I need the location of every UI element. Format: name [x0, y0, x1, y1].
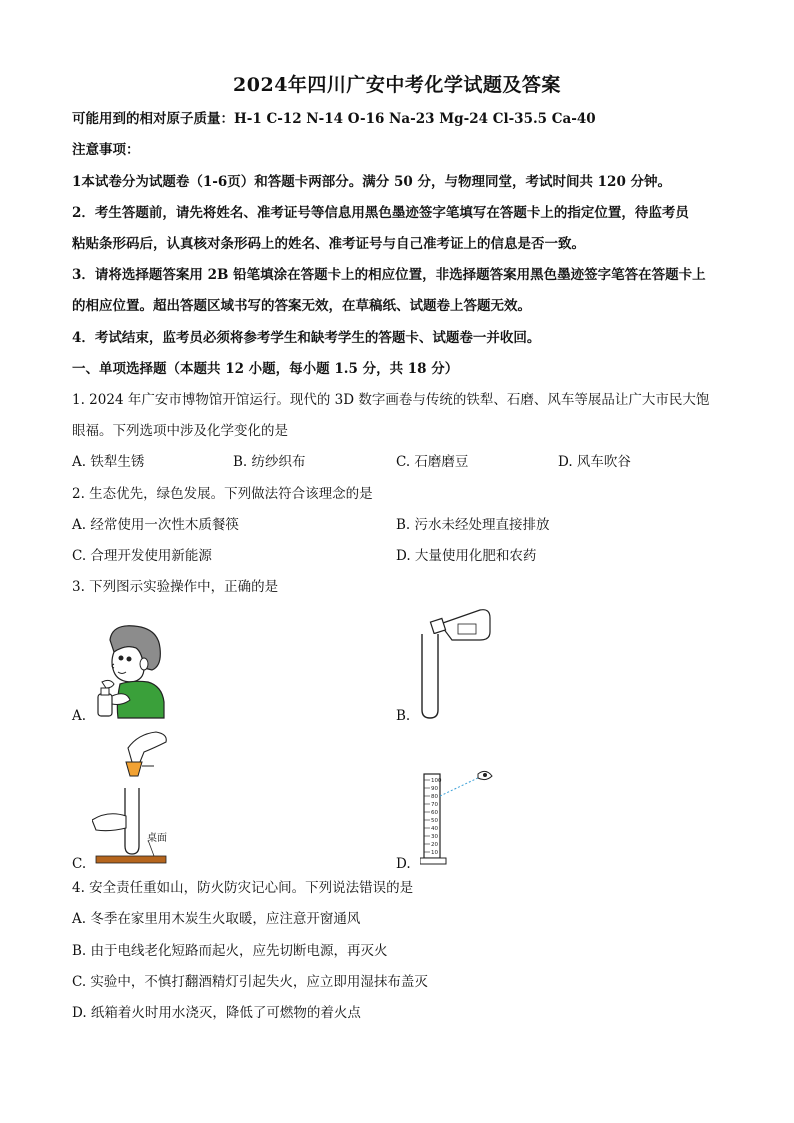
tick-50: 50: [431, 818, 438, 824]
q1-stem-line1: 1. 2024 年广安市博物馆开馆运行。现代的 3D 数字画卷与传统的铁犁、石磨、风车等展品让广大市民大饱: [72, 392, 710, 408]
note-3-cont: 的相应位置。超出答题区域书写的答案无效，在草稿纸、试题卷上答题无效。: [72, 298, 531, 314]
q4-option-b: B. 由于电线老化短路而起火，应先切断电源，再灭火: [72, 943, 388, 959]
q1-option-b: B. 纺纱织布: [233, 454, 306, 470]
q2-stem: 2. 生态优先，绿色发展。下列做法符合该理念的是: [72, 486, 373, 502]
q1-option-a: A. 铁犁生锈: [72, 454, 145, 470]
note-3: 3．请将选择题答案用 2B 铅笔填涂在答题卡上的相应位置，非选择题答案用黑色墨迹签字笔答在答题卡上: [72, 267, 706, 283]
notes-heading: 注意事项：: [72, 142, 140, 158]
tick-40: 40: [431, 826, 438, 832]
q3-label-d: D.: [396, 856, 411, 872]
q3-label-b: B.: [396, 708, 411, 724]
tick-80: 80: [431, 794, 438, 800]
note-1: 1本试卷分为试题卷（1-6页）和答题卡两部分。满分 50 分，与物理同堂，考试时间共 120 分钟。: [72, 174, 672, 190]
note-2-cont: 粘贴条形码后，认真核对条形码上的姓名、准考证号与自己准考证上的信息是否一致。: [72, 236, 585, 252]
tick-20: 20: [431, 842, 438, 848]
q4-stem: 4. 安全责任重如山，防火防灾记心间。下列说法错误的是: [72, 880, 414, 896]
q1-stem-line2: 眼福。下列选项中涉及化学变化的是: [72, 423, 288, 439]
q3-stem: 3. 下列图示实验操作中，正确的是: [72, 579, 279, 595]
tick-10: 10: [431, 850, 438, 856]
desk-label: 桌面: [147, 833, 167, 844]
tick-60: 60: [431, 810, 438, 816]
q3-label-c: C.: [72, 856, 87, 872]
q2-option-b: B. 污水未经处理直接排放: [396, 517, 550, 533]
q2-option-d: D. 大量使用化肥和农药: [396, 548, 537, 564]
q3-label-a: A.: [72, 708, 87, 724]
atomic-mass-line: 可能用到的相对原子质量：H-1 C-12 N-14 O-16 Na-23 Mg-24 Cl-35.5 Ca-40: [72, 111, 596, 127]
figure-a-smelling: [92, 622, 167, 720]
figure-d-cylinder: [420, 770, 500, 866]
q2-option-a: A. 经常使用一次性木质餐筷: [72, 517, 239, 533]
figure-b-pouring: [418, 606, 494, 720]
tick-70: 70: [431, 802, 438, 808]
section-heading: 一、单项选择题（本题共 12 小题，每小题 1.5 分，共 18 分）: [72, 361, 459, 377]
q1-option-c: C. 石磨磨豆: [396, 454, 469, 470]
tick-30: 30: [431, 834, 438, 840]
q4-option-c: C. 实验中，不慎打翻酒精灯引起失火，应立即用湿抹布盖灭: [72, 974, 428, 990]
note-2: 2．考生答题前，请先将姓名、准考证号等信息用黑色墨迹签字笔填写在答题卡上的指定位置，待监考员: [72, 205, 689, 221]
tick-90: 90: [431, 786, 438, 792]
note-4: 4．考试结束，监考员必须将参考学生和缺考学生的答题卡、试题卷一并收回。: [72, 330, 541, 346]
q2-option-c: C. 合理开发使用新能源: [72, 548, 212, 564]
tick-100: 100: [431, 778, 442, 784]
q4-option-d: D. 纸箱着火时用水浇灭，降低了可燃物的着火点: [72, 1005, 361, 1021]
q4-option-a: A. 冬季在家里用木炭生火取暖，应注意开窗通风: [72, 911, 361, 927]
page-title: 2024年四川广安中考化学试题及答案: [233, 74, 561, 96]
q1-option-d: D. 风车吹谷: [558, 454, 631, 470]
